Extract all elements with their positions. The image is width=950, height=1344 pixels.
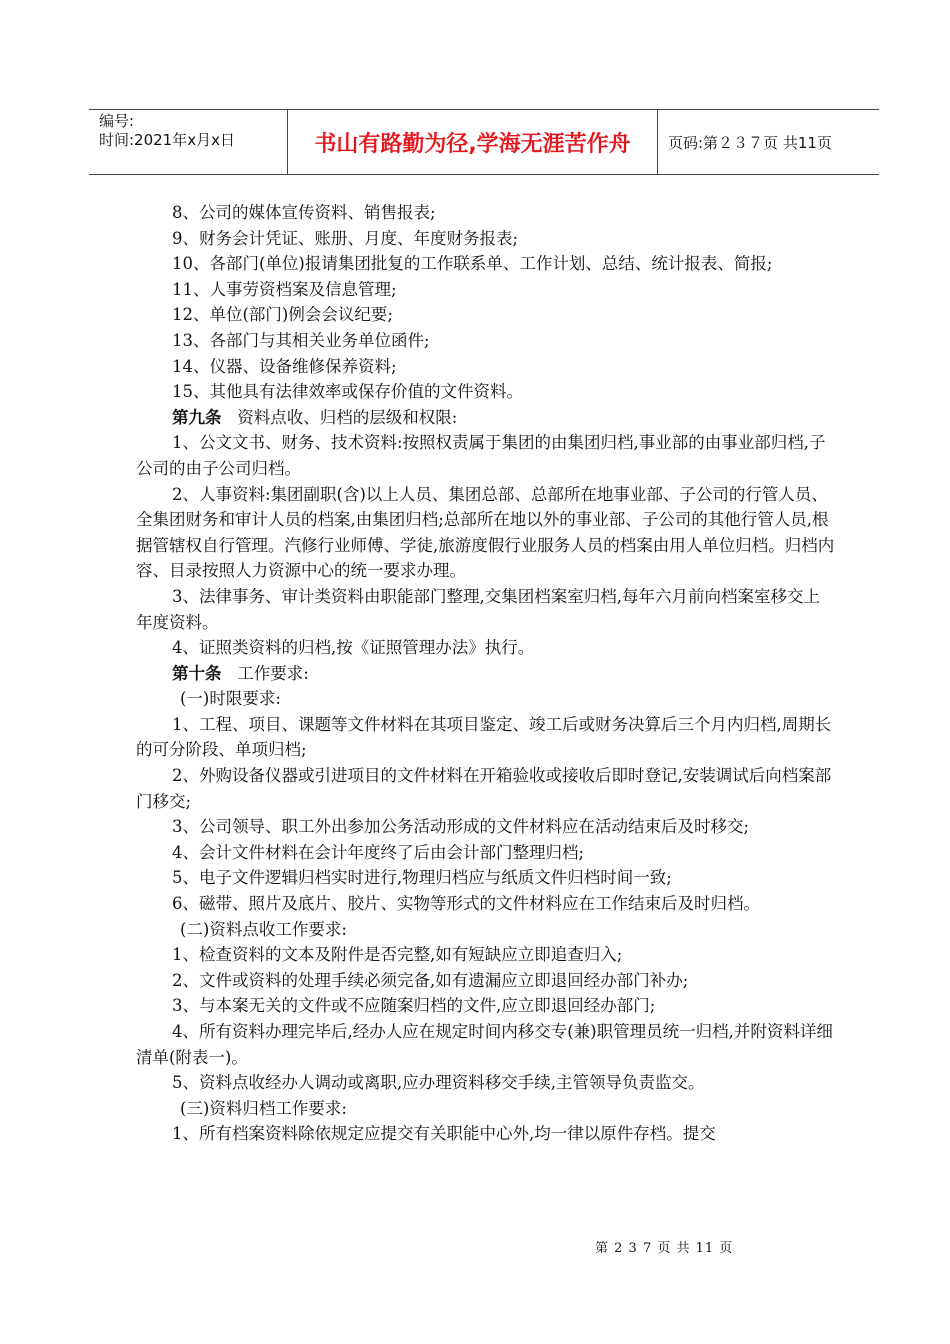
list-item: 6、磁带、照片及底片、胶片、实物等形式的文件材料应在工作结束后及时归档。 [172,894,760,914]
page-footer: 第 2 3 7 页 共 11 页 [595,1241,734,1256]
list-item: 1、工程、项目、课题等文件材料在其项目鉴定、竣工后或财务决算后三个月内归档,周期长的可分阶段、单项归档; [136,714,832,760]
list-item: 4、所有资料办理完毕后,经办人应在规定时间内移交专(兼)职管理员统一归档,并附资料详细清单(附表一)。 [136,1022,833,1067]
list-item: 1、检查资料的文本及附件是否完整,如有短缺应立即追查归入; [172,945,623,965]
article-number: 第十条 [172,663,222,683]
list-item: 13、各部门与其相关业务单位函件; [172,330,430,350]
section-heading: (三)资料归档工作要求: [180,1098,347,1118]
list-item: 4、证照类资料的归档,按《证照管理办法》执行。 [172,638,535,658]
page-header [89,109,879,175]
list-item: 15、其他具有法律效率或保存价值的文件资料。 [172,382,523,402]
list-item: 12、单位(部门)例会会议纪要; [172,305,393,325]
header-motto: 书山有路勤为径,学海无涯苦作舟 [287,110,658,174]
section-heading: (二)资料点收工作要求: [180,919,347,939]
list-item: 5、资料点收经办人调动或离职,应办理资料移交手续,主管领导负责监交。 [172,1073,705,1093]
list-item: 3、公司领导、职工外出参加公务活动形成的文件材料应在活动结束后及时移交; [172,817,750,837]
article-heading [136,661,836,687]
list-item: 3、与本案无关的文件或不应随案归档的文件,应立即退回经办部门; [172,996,656,1016]
article-text: 资料点收、归档的层级和权限: [237,407,458,427]
list-item: 9、财务会计凭证、账册、月度、年度财务报表; [172,228,519,248]
section-heading: (一)时限要求: [180,689,281,709]
list-item: 4、会计文件材料在会计年度终了后由会计部门整理归档; [172,842,585,862]
list-item: 2、文件或资料的处理手续必须完备,如有遗漏应立即退回经办部门补办; [172,970,689,990]
list-item: 1、公文文书、财务、技术资料:按照权责属于集团的由集团归档,事业部的由事业部归档,子公司的由子公司归档。 [136,433,826,478]
list-item: 10、各部门(单位)报请集团批复的工作联系单、工作计划、总结、统计报表、简报; [172,254,773,274]
list-item: 8、公司的媒体宣传资料、销售报表; [172,203,436,222]
list-item: 3、法律事务、审计类资料由职能部门整理,交集团档案室归档,每年六月前向档案室移交上年度资料。 [136,586,820,632]
header-page-info: 页码:第２３７页 共11页 [668,133,832,152]
article-text: 工作要求: [237,663,309,683]
document-time-label: 时间:2021年x月x日 [99,131,235,149]
article-heading [136,405,836,431]
article-number: 第九条 [172,407,222,427]
header-meta [89,110,287,174]
list-item: 2、外购设备仪器或引进项目的文件材料在开箱验收或接收后即时登记,安装调试后向档案部门移交; [136,766,832,811]
list-item: 2、人事资料:集团副职(含)以上人员、集团总部、总部所在地事业部、子公司的行管人员、全集团财务和审计人员的档案,由集团归档;总部所在地以外的事业部、子公司的其他行管人员,根据管辖权自行管理。汽修行业师傅、学徒,旅游度假行业服务人员的档案由用人单位归档。归档内容、目录按照人力资源中心的统一要求办理。 [136,484,835,581]
list-item: 1、所有档案资料除依规定应提交有关职能中心外,均一律以原件存档。提交 [172,1124,716,1144]
document-number-label: 编号: [99,112,135,130]
list-item: 11、人事劳资档案及信息管理; [172,279,397,299]
list-item: 5、电子文件逻辑归档实时进行,物理归档应与纸质文件归档时间一致; [172,868,672,888]
list-item: 14、仪器、设备维修保养资料; [172,356,397,376]
document-body [136,200,836,1147]
